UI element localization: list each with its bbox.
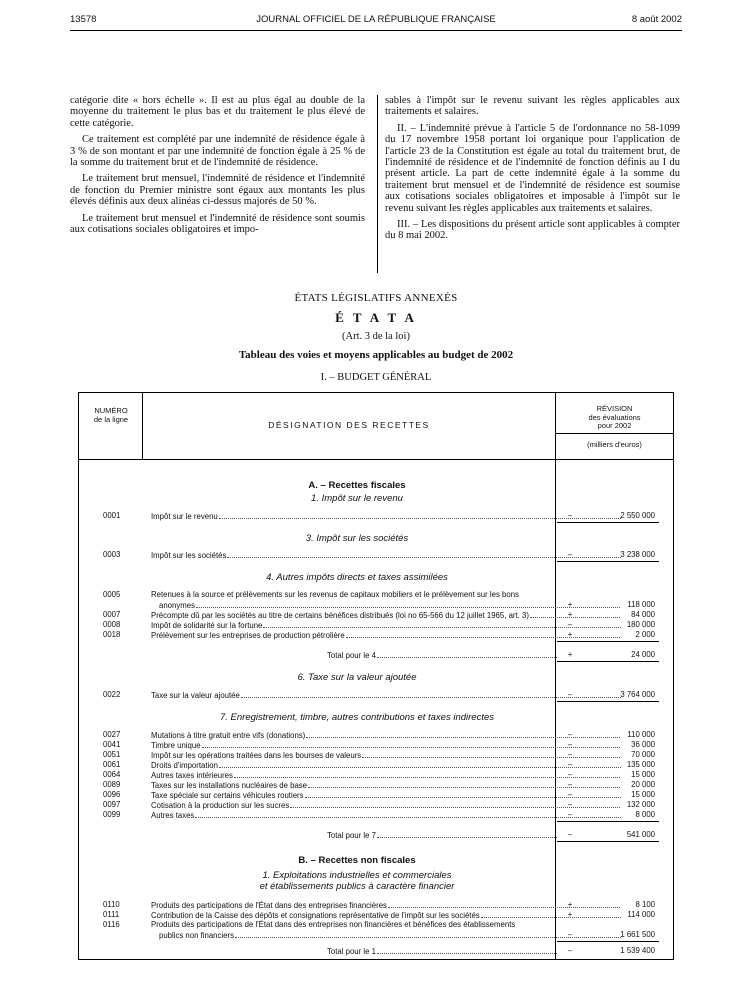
subsection-heading: et établissements publics à caractère financier (259, 881, 455, 892)
page-number: 13578 (70, 14, 97, 25)
subsection-heading: 4. Autres impôts directs et taxes assimilées (266, 572, 448, 583)
row-label-continuation: Retenues à la source et prélèvements sur les revenus de capitaux mobiliers et le prélèvement sur les bons (151, 590, 519, 599)
total-row: Total pour le 4 + 24 000 (327, 650, 655, 660)
amount-rule (557, 841, 659, 842)
revision-header: RÉVISION des évaluations pour 2002 (588, 404, 641, 430)
left-column (70, 95, 365, 240)
amount-rule (557, 821, 659, 822)
running-header (70, 14, 682, 28)
etat-title: É T A T A (335, 310, 417, 325)
paragraph: III. – Les dispositions du présent article sont applicables à compter du 8 mai 2002. (385, 219, 680, 242)
paragraph: Le traitement brut mensuel, l'indemnité de résidence et l'indemnité de fonction du Premier ministre sont égaux aux montants les plus élevés définis aux deux alinéas ci-dessus majorés de 50 %. (70, 173, 365, 208)
total-row: Total pour le 1 – 1 539 400 (327, 946, 655, 956)
row-label-continuation: Produits des participations de l'État dans des entreprises non financières et bénéfices des établissements (151, 920, 516, 929)
amount-rule (557, 701, 659, 702)
subsection-heading: 1. Impôt sur le revenu (311, 493, 403, 504)
column-separator (377, 95, 378, 273)
table-row: 0097 Cotisation à la production sur les sucres – 132 000 (79, 800, 673, 810)
article-reference: (Art. 3 de la loi) (342, 331, 410, 342)
table-row: 0003 Impôt sur les sociétés – 3 238 000 (79, 550, 673, 560)
table-title: Tableau des voies et moyens applicables au budget de 2002 (238, 349, 514, 361)
subsection-heading: 6. Taxe sur la valeur ajoutée (297, 672, 417, 683)
budget-title: I. – BUDGET GÉNÉRAL (320, 372, 432, 383)
subsection-heading: 1. Exploitations industrielles et commerciales (262, 870, 452, 881)
issue-date: 8 août 2002 (631, 14, 682, 25)
paragraph: Le traitement brut mensuel et l'indemnité de résidence sont soumis aux cotisations sociales obligatoires et impo- (70, 212, 365, 236)
annexes-title: ÉTATS LÉGISLATIFS ANNEXÉS (294, 292, 458, 304)
unit-header: (milliers d'euros) (587, 440, 642, 449)
journal-title: JOURNAL OFFICIEL DE LA RÉPUBLIQUE FRANÇAISE (256, 14, 496, 25)
table-row: 0089 Taxes sur les installations nucléaires de base – 20 000 (79, 780, 673, 790)
right-column (385, 95, 680, 247)
table-row: 0061 Droits d'importation – 135 000 (79, 760, 673, 770)
table-row: 0027 Mutations à titre gratuit entre vifs (donations) – 110 000 (79, 730, 673, 740)
amount-rule (557, 522, 659, 523)
paragraph: II. – L'indemnité prévue à l'article 5 de l'ordonnance no 58-1099 du 17 novembre 1958 portant loi organique pour l'application de l'article 23 de la Constitution est égale au total du traitement brut, de l'indemnité de résidence et de l'indemnité de fonction définis au I du présent article. La part de cette indemnité égale à la somme du traitement brut mensuel et de l'indemnité de résidence est soumise aux cotisations sociales obligatoires et imposable à l'impôt sur le revenu suivant les règles applicables aux traitements et salaires. (385, 122, 680, 214)
numero-header: NUMÉRO de la ligne (93, 406, 129, 424)
table-row: 0022 Taxe sur la valeur ajoutée – 3 764 000 (79, 690, 673, 700)
header-bottom-rule (79, 459, 673, 460)
table-row: 0001 Impôt sur le revenu – 2 550 000 (79, 511, 673, 521)
total-row: Total pour le 7 – 541 000 (327, 830, 655, 840)
table-row: 0008 Impôt de solidarité sur la fortune – 180 000 (79, 620, 673, 630)
table-row: 0064 Autres taxes intérieures – 15 000 (79, 770, 673, 780)
subsection-heading: 7. Enregistrement, timbre, autres contributions et taxes indirectes (219, 712, 495, 723)
table-row: 0096 Taxe spéciale sur certains véhicules routiers – 15 000 (79, 790, 673, 800)
table-row: 0018 Prélèvement sur les entreprises de production pétrolière + 2 000 (79, 630, 673, 640)
paragraph: catégorie dite « hors échelle ». Il est au plus égal au double de la moyenne du traitement le plus bas et du traitement le plus élevé de cette catégorie. (70, 95, 365, 129)
paragraph: Ce traitement est complété par une indemnité de résidence égale à 3 % de son montant et par une indemnité de fonction égale à 25 % de la somme du traitement brut et de l'indemnité de résidence. (70, 134, 365, 169)
amount-rule (557, 561, 659, 562)
header-rule (555, 433, 673, 434)
table-row: 0116 publics non financiers – 1 661 500 (79, 930, 673, 940)
amount-rule (557, 661, 659, 662)
table-row: 0041 Timbre unique – 36 000 (79, 740, 673, 750)
table-row: 0111 Contribution de la Caisse des dépôts et consignations représentative de l'impôt sur les sociétés + 114 000 (79, 910, 673, 920)
table-row: 0110 Produits des participations de l'État dans des entreprises financières + 8 100 (79, 900, 673, 910)
paragraph: sables à l'impôt sur le revenu suivant les règles applicables aux traitements et salaires. (385, 95, 680, 118)
table-row: 0005 anonymes + 118 000 (79, 600, 673, 610)
header-rule (70, 30, 682, 31)
amount-rule (557, 641, 659, 642)
table-row: 0099 Autres taxes – 8 000 (79, 810, 673, 820)
table-row: 0051 Impôt sur les opérations traitées dans les bourses de valeurs – 70 000 (79, 750, 673, 760)
section-heading: B. – Recettes non fiscales (298, 855, 416, 866)
amount-rule (557, 941, 659, 942)
designation-header: DÉSIGNATION DES RECETTES (268, 420, 430, 430)
table-row: 0007 Précompte dû par les sociétés au titre de certains bénéfices distribués (loi no 65-566 du 12 juillet 1965, art. 3) + 84 000 (79, 610, 673, 620)
budget-table (78, 392, 674, 960)
subsection-heading: 3. Impôt sur les sociétés (305, 533, 409, 544)
section-heading: A. – Recettes fiscales (308, 480, 406, 491)
